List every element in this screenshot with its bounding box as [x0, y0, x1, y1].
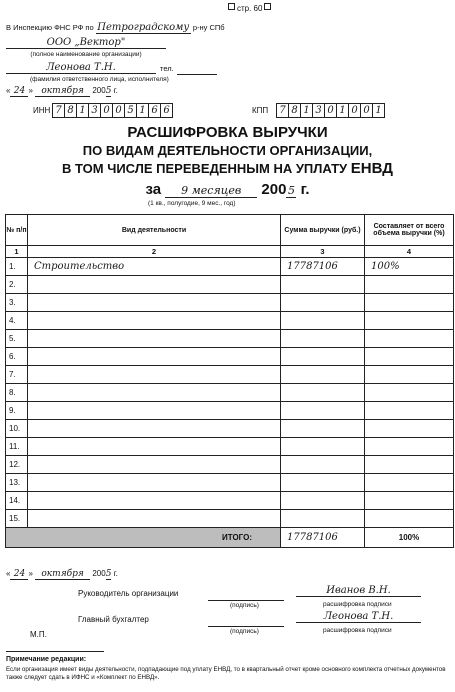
- table-row: [6, 258, 454, 276]
- col-header-activity: Вид деятельности: [28, 215, 281, 246]
- table-row: [6, 402, 454, 420]
- footer-date-suffix: г.: [113, 569, 118, 578]
- note-separator: [6, 651, 104, 652]
- kpp-label: КПП: [252, 106, 269, 115]
- row-activity: [28, 420, 281, 438]
- row-number: 6.: [6, 348, 28, 366]
- table-row: [6, 510, 454, 528]
- row-activity: [28, 384, 281, 402]
- head-label: Руководитель организации: [78, 589, 179, 598]
- row-activity: [28, 294, 281, 312]
- row-share: [365, 420, 454, 438]
- table-row: [6, 366, 454, 384]
- period-prefix: за: [145, 181, 162, 198]
- row-share: [365, 402, 454, 420]
- row-activity: [28, 348, 281, 366]
- responsible-person: Леонова Т.Н.: [6, 62, 156, 74]
- digit-box: 8: [65, 103, 77, 118]
- head-signature-caption: (подпись): [230, 602, 259, 609]
- digit-box: 5: [125, 103, 137, 118]
- head-name-caption: расшифровка подписи: [323, 601, 392, 608]
- digit-box: 7: [277, 103, 289, 118]
- footer-date-month: октября: [35, 569, 90, 580]
- col-number: 4: [365, 246, 454, 258]
- col-header-no: № п/п: [6, 215, 28, 246]
- table-row: [6, 348, 454, 366]
- table-row: [6, 420, 454, 438]
- head-name: Иванов В.Н.: [296, 585, 421, 597]
- total-row: [6, 528, 454, 548]
- digit-box: 7: [53, 103, 65, 118]
- inspection-label: В Инспекцию ФНС РФ по: [6, 23, 94, 32]
- date-month: октября: [35, 86, 90, 97]
- row-share: [365, 474, 454, 492]
- digit-box: 0: [101, 103, 113, 118]
- col-number: 1: [6, 246, 28, 258]
- row-activity: [28, 402, 281, 420]
- title-line-3: [0, 160, 455, 177]
- total-sum: 17787106: [281, 528, 365, 548]
- row-share: [365, 438, 454, 456]
- period-year-prefix: 200: [261, 181, 287, 198]
- inn-label: ИНН: [33, 106, 51, 115]
- row-number: 8.: [6, 384, 28, 402]
- digit-box: 3: [89, 103, 101, 118]
- row-number: 2.: [6, 276, 28, 294]
- row-number: 12.: [6, 456, 28, 474]
- row-share: [365, 330, 454, 348]
- row-share: [365, 384, 454, 402]
- tel-label: тел.: [160, 64, 174, 73]
- col-number: 2: [28, 246, 281, 258]
- period-value: 9 месяцев: [165, 184, 257, 198]
- row-sum: [281, 276, 365, 294]
- row-share: [365, 348, 454, 366]
- digit-box: 1: [77, 103, 89, 118]
- row-number: 4.: [6, 312, 28, 330]
- row-activity: [28, 456, 281, 474]
- organization-caption: (полное наименование организации): [30, 51, 142, 58]
- row-number: 1.: [6, 258, 28, 276]
- row-activity: [28, 312, 281, 330]
- digit-box: 0: [325, 103, 337, 118]
- period-caption: (1 кв., полугодие, 9 мес., год): [148, 200, 236, 207]
- column-number-row: [6, 246, 454, 258]
- date-year-prefix: 200: [92, 86, 106, 95]
- total-share: 100%: [365, 528, 454, 548]
- digit-box: 3: [313, 103, 325, 118]
- row-sum: [281, 402, 365, 420]
- inspection-suffix: р-ну СПб: [192, 23, 225, 32]
- row-share: [365, 276, 454, 294]
- table-row: [6, 456, 454, 474]
- row-share: [365, 312, 454, 330]
- date-day: 24: [10, 86, 28, 97]
- row-activity: Строительство: [28, 258, 281, 276]
- row-activity: [28, 366, 281, 384]
- footer-date-day: 24: [10, 569, 28, 580]
- table-row: [6, 276, 454, 294]
- digit-box: 0: [349, 103, 361, 118]
- footer-date: « 24 » октября 2005 г.: [6, 569, 118, 579]
- row-number: 5.: [6, 330, 28, 348]
- col-header-sum: Сумма выручки (руб.): [281, 215, 365, 246]
- table-row: [6, 330, 454, 348]
- row-activity: [28, 510, 281, 528]
- row-activity: [28, 438, 281, 456]
- table-header-row: [6, 215, 454, 246]
- col-header-share: Составляет от всего объема выручки (%): [365, 215, 454, 246]
- row-number: 9.: [6, 402, 28, 420]
- inn-boxes: [52, 103, 173, 118]
- row-number: 7.: [6, 366, 28, 384]
- date-year: 5: [105, 86, 112, 96]
- row-sum: [281, 366, 365, 384]
- square-icon: [228, 3, 235, 10]
- row-share: [365, 510, 454, 528]
- row-activity: [28, 276, 281, 294]
- row-sum: [281, 384, 365, 402]
- row-activity: [28, 330, 281, 348]
- stamp-place-label: М.П.: [30, 630, 47, 639]
- col-number: 3: [281, 246, 365, 258]
- table-row: [6, 492, 454, 510]
- person-caption: (фамилия ответственного лица, исполнителя): [30, 76, 169, 83]
- row-sum: [281, 294, 365, 312]
- table-row: [6, 294, 454, 312]
- digit-box: 6: [149, 103, 161, 118]
- title-line-2: ПО ВИДАМ ДЕЯТЕЛЬНОСТИ ОРГАНИЗАЦИИ,: [82, 143, 373, 158]
- inspection-district: Петроградскому: [97, 22, 190, 33]
- footer-date-year-prefix: 200: [92, 569, 106, 578]
- table-row: [6, 384, 454, 402]
- report-date: « 24 » октября 2005 г.: [6, 86, 118, 96]
- note-title: Примечание редакции:: [6, 656, 87, 663]
- total-label: ИТОГО:: [6, 528, 281, 548]
- row-activity: [28, 492, 281, 510]
- table-row: [6, 312, 454, 330]
- row-sum: 17787106: [281, 258, 365, 276]
- tel-field: [177, 73, 217, 75]
- title-line-1: РАСШИФРОВКА ВЫРУЧКИ: [127, 124, 328, 141]
- digit-box: 0: [361, 103, 373, 118]
- digit-box: 8: [289, 103, 301, 118]
- row-sum: [281, 456, 365, 474]
- organization-name: ООО „Вектор": [6, 37, 166, 49]
- row-number: 3.: [6, 294, 28, 312]
- row-sum: [281, 330, 365, 348]
- digit-box: 1: [337, 103, 349, 118]
- page-marker: [228, 3, 271, 13]
- accountant-name-caption: расшифровка подписи: [323, 627, 392, 634]
- accountant-name: Леонова Т.Н.: [296, 611, 421, 623]
- accountant-label: Главный бухгалтер: [78, 615, 149, 624]
- period-line: [0, 181, 455, 198]
- period-suffix: г.: [300, 181, 310, 198]
- date-suffix: г.: [113, 86, 118, 95]
- accountant-signature-caption: (подпись): [230, 628, 259, 635]
- row-number: 13.: [6, 474, 28, 492]
- row-sum: [281, 474, 365, 492]
- row-sum: [281, 492, 365, 510]
- digit-box: 1: [301, 103, 313, 118]
- digit-box: 1: [373, 103, 385, 118]
- row-share: [365, 492, 454, 510]
- page-number: стр. 60: [237, 4, 263, 13]
- row-number: 15.: [6, 510, 28, 528]
- head-signature-line: [208, 599, 284, 601]
- row-sum: [281, 312, 365, 330]
- row-activity: [28, 474, 281, 492]
- table-row: [6, 474, 454, 492]
- row-sum: [281, 348, 365, 366]
- accountant-signature-line: [208, 625, 284, 627]
- title-line-3a: В ТОМ ЧИСЛЕ ПЕРЕВЕДЕННЫМ НА УПЛАТУ: [62, 161, 348, 176]
- title-envd: ЕНВД: [350, 160, 393, 177]
- note-text: Если организация имеет виды деятельности, подпадающие под уплату ЕНВД, то в квартальный отчет кроме основного комплекта отчетных документов также следует сдать в ИФНС и «Комплект по ЕНВД».: [6, 666, 446, 681]
- revenue-table: [5, 214, 454, 548]
- row-sum: [281, 420, 365, 438]
- digit-box: 0: [113, 103, 125, 118]
- digit-box: 1: [137, 103, 149, 118]
- digit-box: 6: [161, 103, 173, 118]
- period-year: 5: [287, 184, 295, 197]
- row-share: [365, 456, 454, 474]
- kpp-boxes: [276, 103, 385, 118]
- row-sum: [281, 510, 365, 528]
- row-share: 100%: [365, 258, 454, 276]
- row-number: 11.: [6, 438, 28, 456]
- footer-date-year: 5: [105, 569, 112, 579]
- table-row: [6, 438, 454, 456]
- row-share: [365, 366, 454, 384]
- row-share: [365, 294, 454, 312]
- row-sum: [281, 438, 365, 456]
- square-icon: [264, 3, 271, 10]
- row-number: 10.: [6, 420, 28, 438]
- row-number: 14.: [6, 492, 28, 510]
- inspection-line: [6, 22, 306, 34]
